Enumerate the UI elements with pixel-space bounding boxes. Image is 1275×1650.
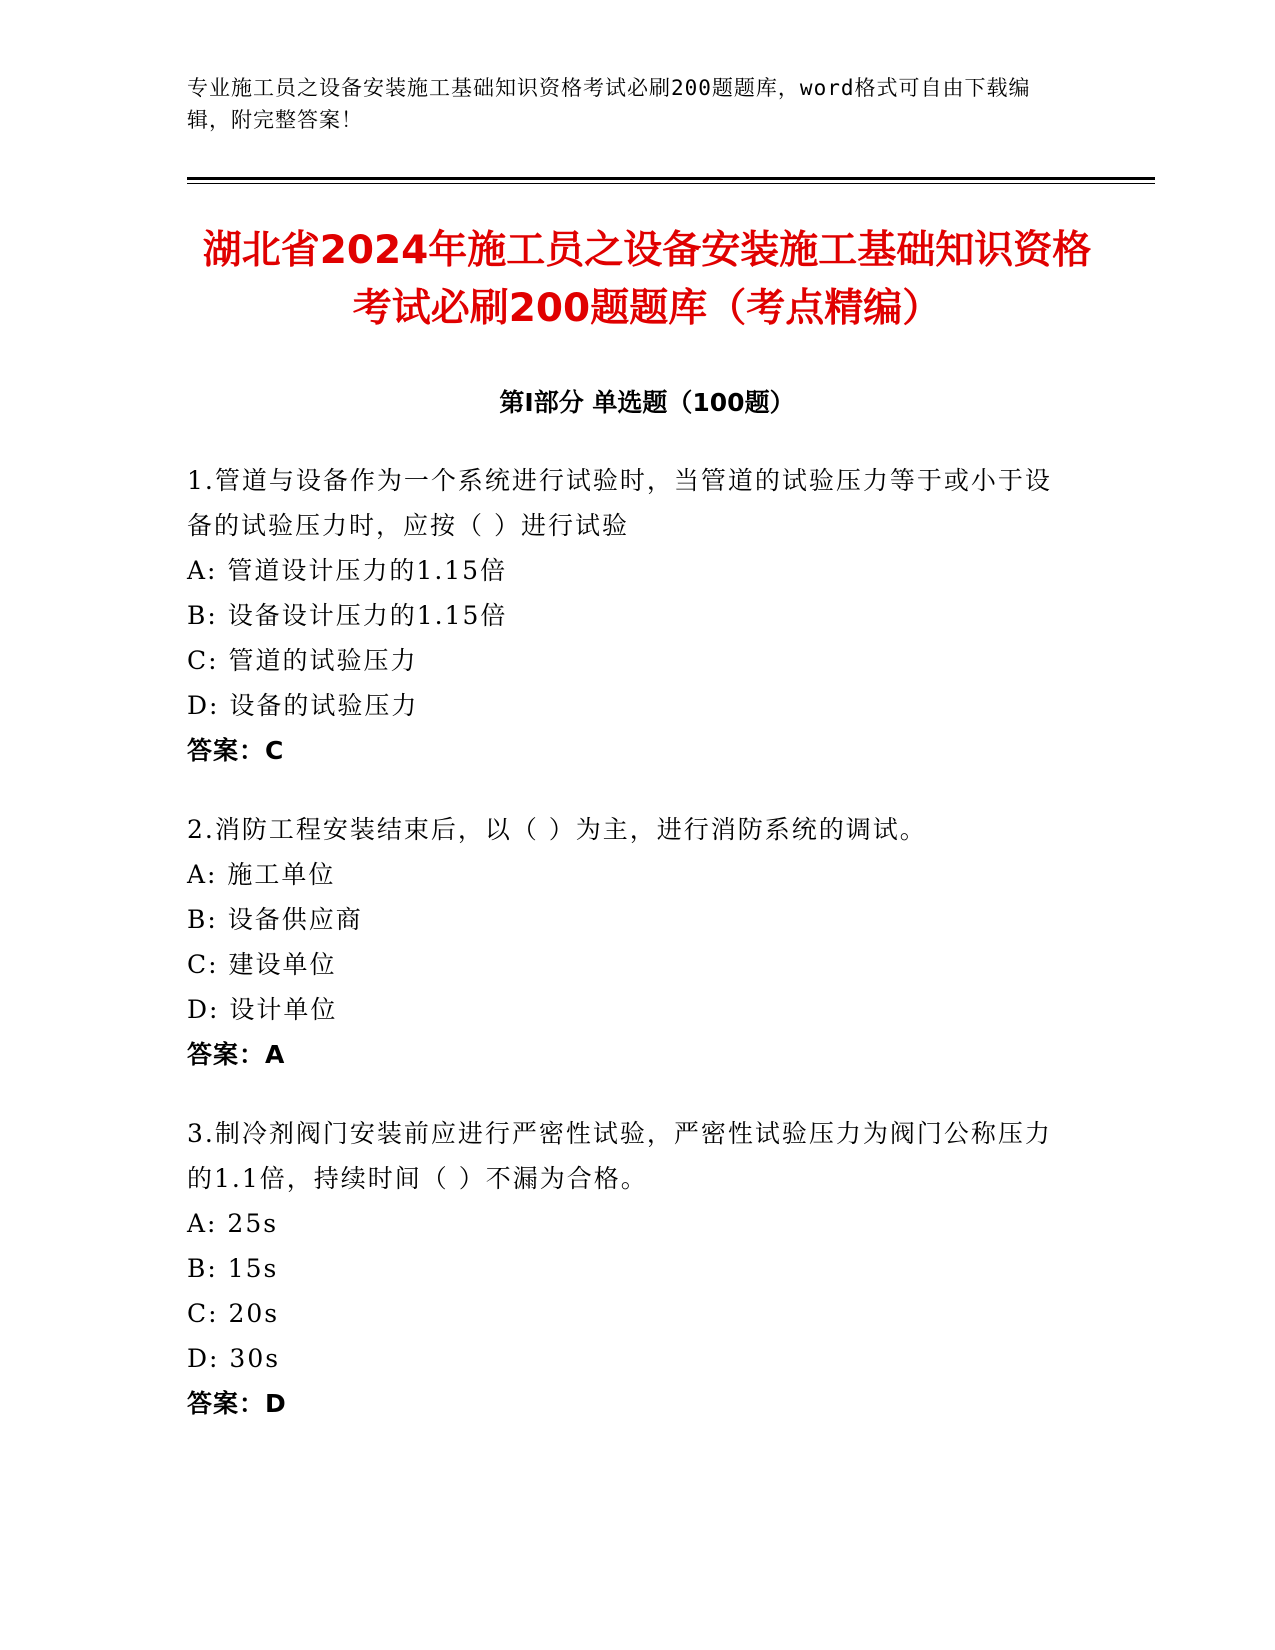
- question-1: [187, 458, 1067, 773]
- question-3-option-b: B: 15s: [187, 1254, 279, 1283]
- question-2-answer: 答案：A: [187, 1040, 286, 1069]
- header-rule-thick: [187, 177, 1155, 180]
- question-2-option-c: C: 建设单位: [187, 950, 337, 979]
- question-3: [187, 1111, 1067, 1426]
- question-1-option-a: A: 管道设计压力的1.15倍: [187, 556, 508, 585]
- question-1-option-c: C: 管道的试验压力: [187, 646, 418, 675]
- question-2-option-d: D: 设计单位: [187, 995, 338, 1024]
- header-note: 专业施工员之设备安装施工基础知识资格考试必刷200题题库，word格式可自由下载编辑，附完整答案！: [187, 76, 1031, 132]
- question-1-option-b: B: 设备设计压力的1.15倍: [187, 601, 508, 630]
- question-3-text: 3.制冷剂阀门安装前应进行严密性试验，严密性试验压力为阀门公称压力的1.1倍，持续时间（ ）不漏为合格。: [187, 1119, 1052, 1193]
- question-3-option-c: C: 20s: [187, 1299, 280, 1328]
- question-1-option-d: D: 设备的试验压力: [187, 691, 419, 720]
- header-rule-thin: [187, 183, 1155, 184]
- question-3-option-d: D: 30s: [187, 1344, 281, 1373]
- question-2-option-b: B: 设备供应商: [187, 905, 363, 934]
- question-1-answer: 答案：C: [187, 736, 285, 765]
- section-title: 第Ⅰ部分 单选题（100题）: [499, 388, 795, 417]
- question-2-text: 2.消防工程安装结束后，以（ ）为主，进行消防系统的调试。: [187, 815, 927, 844]
- question-3-option-a: A: 25s: [187, 1209, 279, 1238]
- document-title: 湖北省2024年施工员之设备安装施工基础知识资格考试必刷200题题库（考点精编）: [202, 228, 1092, 331]
- question-1-text: 1.管道与设备作为一个系统进行试验时，当管道的试验压力等于或小于设备的试验压力时，应按（ ）进行试验: [187, 466, 1052, 540]
- question-2: [187, 807, 1067, 1077]
- question-2-option-a: A: 施工单位: [187, 860, 336, 889]
- question-3-answer: 答案：D: [187, 1389, 287, 1418]
